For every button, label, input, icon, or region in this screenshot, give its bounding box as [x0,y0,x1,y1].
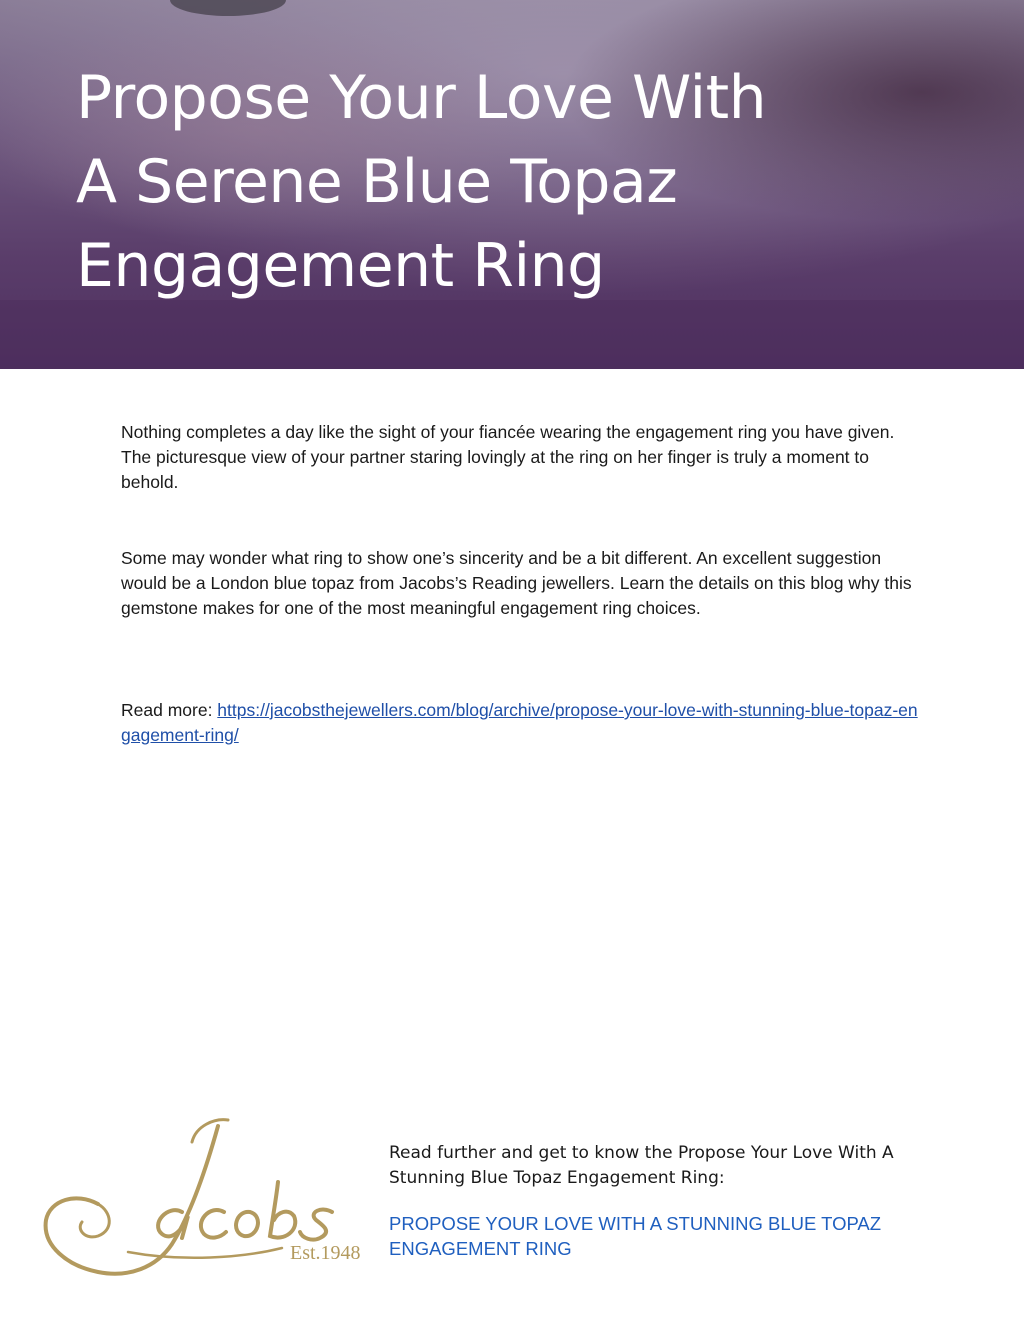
hero-banner [0,0,1024,369]
read-more-paragraph [121,698,921,748]
page-title [76,56,976,308]
further-article-link-text[interactable]: PROPOSE YOUR LOVE WITH A STUNNING BLUE TOPAZ ENGAGEMENT RING [389,1213,882,1259]
page-title-line-2: A Serene Blue Topaz [76,147,678,217]
jacobs-logo [32,1112,372,1282]
intro-paragraph: Nothing completes a day like the sight of your fiancée wearing the engagement ring you have given. The picturesque view of your partner staring lovingly at the ring on her finger is truly a moment to behold. [121,422,895,492]
read-more-link[interactable]: https://jacobsthejewellers.com/blog/archive/propose-your-love-with-stunning-blue-topaz-engagement-ring/ [121,700,918,745]
further-article-link[interactable] [389,1211,949,1261]
read-more-label: Read more: [121,700,218,720]
read-further-text: Read further and get to know the Propose Your Love With A Stunning Blue Topaz Engagement Ring: [389,1143,894,1188]
page-title-line-3: Engagement Ring [76,231,605,301]
page-title-line-1: Propose Your Love With [76,63,767,133]
suggestion-paragraph: Some may wonder what ring to show one’s sincerity and be a bit different. An excellent suggestion would be a London blue topaz from Jacobs’s Reading jewellers. Learn the details on this blog why this gemstone makes for one of the most meaningful engagement ring choices. [121,548,912,618]
established-label: Est.1948 [290,1242,361,1264]
